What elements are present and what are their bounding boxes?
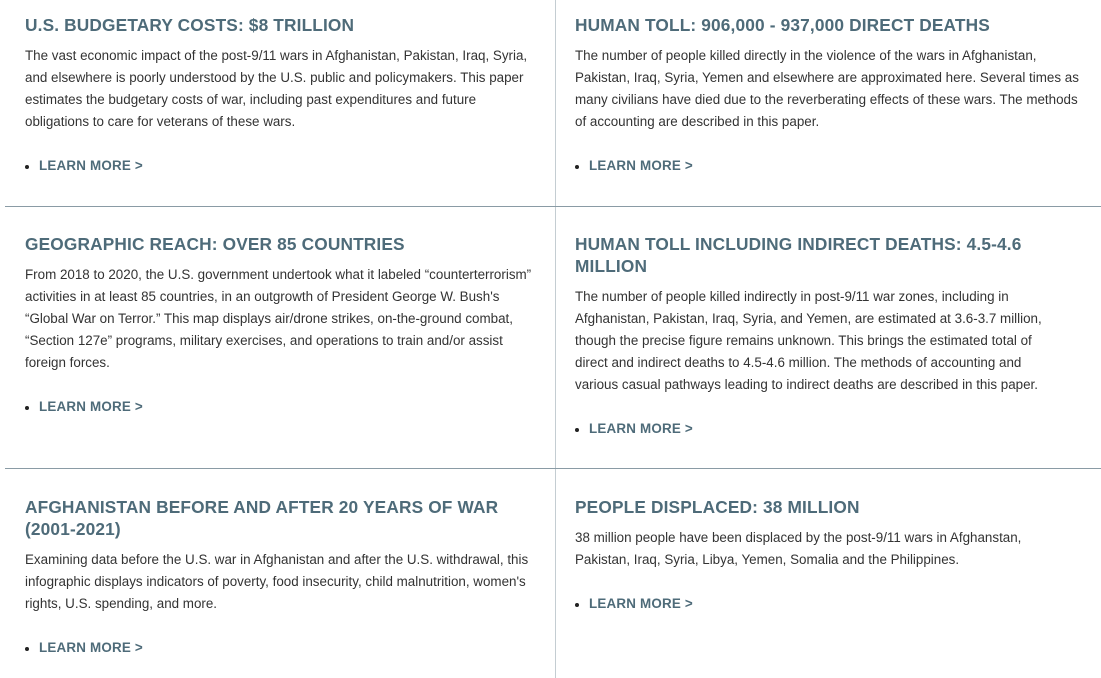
card-description: The vast economic impact of the post-9/11 wars in Afghanistan, Pakistan, Iraq, Syria, and elsewhere is poorly understood by the U.S. public and policymakers. This paper estimates the budgetary costs of war, including past expenditures and future obligations to care for veterans of these wars. (25, 48, 528, 129)
card-links (575, 593, 1055, 615)
list-item (25, 637, 535, 659)
card-budgetary-costs (25, 14, 535, 177)
card-links (25, 155, 535, 177)
card-title: HUMAN TOLL: 906,000 - 937,000 DIRECT DEATHS (575, 15, 990, 35)
card-links (575, 418, 1060, 440)
card-links (25, 396, 535, 418)
card-title: U.S. BUDGETARY COSTS: $8 TRILLION (25, 15, 355, 35)
card-people-displaced (575, 496, 1055, 615)
card-links (575, 155, 1085, 177)
card-direct-deaths (575, 14, 1085, 177)
card-description: The number of people killed directly in the violence of the wars in Afghanistan, Pakistan, Iraq, Syria, Yemen and elsewhere are approximated here. Several times as many civilians have died due to the reverberating effects of these wars. The methods of accounting are described in this paper. (575, 48, 1079, 129)
card-description: The number of people killed indirectly in post-9/11 war zones, including in Afghanistan, Pakistan, Iraq, Syria, and Yemen, are estimated at 3.6-3.7 million, though the precise figure remains unknown. This brings the estimated total of direct and indirect deaths to 4.5-4.6 million. The methods of accounting and various casual pathways leading to indirect deaths are described in this paper. (575, 289, 1042, 392)
card-description: 38 million people have been displaced by the post-9/11 wars in Afghanstan, Pakistan, Iraq, Syria, Libya, Yemen, Somalia and the Philippines. (575, 530, 1022, 567)
list-item (575, 155, 1085, 177)
learn-more-link[interactable]: LEARN MORE > (589, 158, 693, 173)
learn-more-link[interactable]: LEARN MORE > (39, 158, 143, 173)
list-item (25, 155, 535, 177)
card-afghanistan-before-after (25, 496, 535, 659)
list-item (25, 396, 535, 418)
column-divider (555, 0, 556, 678)
card-title: HUMAN TOLL INCLUDING INDIRECT DEATHS: 4.5-4.6 MILLION (575, 234, 1022, 276)
list-item (575, 418, 1060, 440)
learn-more-link[interactable]: LEARN MORE > (589, 596, 693, 611)
card-title: PEOPLE DISPLACED: 38 MILLION (575, 497, 860, 517)
row-divider-2 (5, 468, 1101, 469)
row-divider-1 (5, 206, 1101, 207)
learn-more-link[interactable]: LEARN MORE > (589, 421, 693, 436)
card-geographic-reach (25, 233, 535, 418)
learn-more-link[interactable]: LEARN MORE > (39, 640, 143, 655)
card-links (25, 637, 535, 659)
card-description: From 2018 to 2020, the U.S. government undertook what it labeled “counterterrorism” activities in at least 85 countries, in an outgrowth of President George W. Bush's “Global War on Terror.” This map displays air/drone strikes, on-the-ground combat, “Section 127e” programs, military exercises, and operations to train and/or assist foreign forces. (25, 267, 532, 370)
card-indirect-deaths (575, 233, 1060, 440)
list-item (575, 593, 1055, 615)
card-title: AFGHANISTAN BEFORE AND AFTER 20 YEARS OF WAR (2001-2021) (25, 497, 499, 539)
learn-more-link[interactable]: LEARN MORE > (39, 399, 143, 414)
card-title: GEOGRAPHIC REACH: OVER 85 COUNTRIES (25, 234, 405, 254)
card-description: Examining data before the U.S. war in Afghanistan and after the U.S. withdrawal, this infographic displays indicators of poverty, food insecurity, child malnutrition, women's rights, U.S. spending, and more. (25, 552, 529, 611)
